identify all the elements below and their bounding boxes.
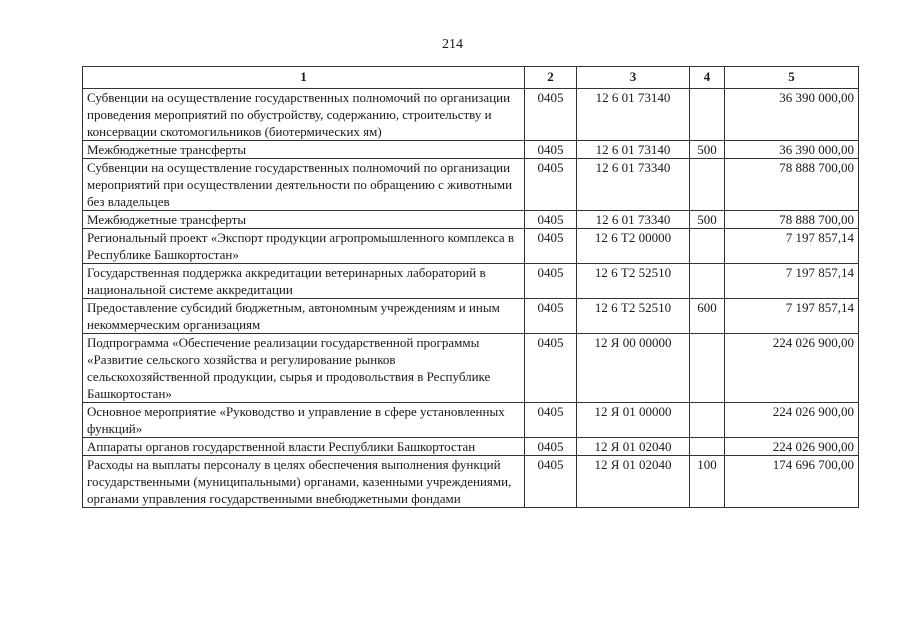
cell-name: Предоставление субсидий бюджетным, автономным учреждениям и иным некоммерческим организациям — [83, 299, 525, 334]
cell-amount: 36 390 000,00 — [725, 141, 859, 159]
cell-name: Субвенции на осуществление государственных полномочий по организации мероприятий при осуществлении деятельности по обращению с животными без владельцев — [83, 159, 525, 211]
header-type: 4 — [690, 67, 725, 89]
cell-target: 12 6 Т2 52510 — [577, 264, 690, 299]
cell-name: Межбюджетные трансферты — [83, 141, 525, 159]
cell-amount: 224 026 900,00 — [725, 438, 859, 456]
page-number: 214 — [442, 37, 463, 52]
cell-type — [690, 264, 725, 299]
cell-target: 12 Я 01 02040 — [577, 438, 690, 456]
cell-name: Аппараты органов государственной власти Республики Башкортостан — [83, 438, 525, 456]
table-row — [83, 299, 859, 334]
cell-type: 100 — [690, 456, 725, 508]
table-header-row — [83, 67, 859, 89]
cell-section: 0405 — [525, 211, 577, 229]
cell-type — [690, 89, 725, 141]
cell-section: 0405 — [525, 403, 577, 438]
cell-target: 12 Я 01 02040 — [577, 456, 690, 508]
cell-name: Субвенции на осуществление государственных полномочий по организации проведения мероприятий по обустройству, содержанию, строительству и консервации скотомогильников (биотермических ям) — [83, 89, 525, 141]
cell-target: 12 6 01 73340 — [577, 211, 690, 229]
cell-type — [690, 159, 725, 211]
cell-target: 12 6 01 73140 — [577, 141, 690, 159]
cell-type: 600 — [690, 299, 725, 334]
header-name: 1 — [83, 67, 525, 89]
cell-target: 12 6 01 73340 — [577, 159, 690, 211]
cell-section: 0405 — [525, 438, 577, 456]
cell-section: 0405 — [525, 89, 577, 141]
cell-name: Межбюджетные трансферты — [83, 211, 525, 229]
cell-section: 0405 — [525, 299, 577, 334]
cell-section: 0405 — [525, 456, 577, 508]
table-row — [83, 334, 859, 403]
cell-name: Государственная поддержка аккредитации ветеринарных лабораторий в национальной системе аккредитации — [83, 264, 525, 299]
header-section: 2 — [525, 67, 577, 89]
table-row — [83, 211, 859, 229]
cell-amount: 7 197 857,14 — [725, 264, 859, 299]
header-amount: 5 — [725, 67, 859, 89]
cell-target: 12 6 01 73140 — [577, 89, 690, 141]
cell-name: Основное мероприятие «Руководство и управление в сфере установленных функций» — [83, 403, 525, 438]
budget-table — [82, 66, 859, 508]
cell-target: 12 6 Т2 00000 — [577, 229, 690, 264]
cell-amount: 78 888 700,00 — [725, 159, 859, 211]
cell-type: 500 — [690, 141, 725, 159]
header-target: 3 — [577, 67, 690, 89]
cell-section: 0405 — [525, 229, 577, 264]
cell-amount: 224 026 900,00 — [725, 403, 859, 438]
cell-section: 0405 — [525, 159, 577, 211]
cell-type — [690, 438, 725, 456]
cell-type — [690, 334, 725, 403]
cell-type — [690, 229, 725, 264]
cell-type — [690, 403, 725, 438]
cell-type: 500 — [690, 211, 725, 229]
table-body — [83, 89, 859, 508]
cell-name: Региональный проект «Экспорт продукции агропромышленного комплекса в Республике Башкортостан» — [83, 229, 525, 264]
cell-name: Подпрограмма «Обеспечение реализации государственной программы «Развитие сельского хозяйства и регулирование рынков сельскохозяйственной продукции, сырья и продовольствия в Республике Башкортостан» — [83, 334, 525, 403]
cell-amount: 224 026 900,00 — [725, 334, 859, 403]
cell-section: 0405 — [525, 264, 577, 299]
cell-section: 0405 — [525, 334, 577, 403]
cell-target: 12 Я 00 00000 — [577, 334, 690, 403]
table-row — [83, 141, 859, 159]
cell-section: 0405 — [525, 141, 577, 159]
table-row — [83, 456, 859, 508]
table-row — [83, 438, 859, 456]
cell-target: 12 Я 01 00000 — [577, 403, 690, 438]
table-row — [83, 159, 859, 211]
cell-name: Расходы на выплаты персоналу в целях обеспечения выполнения функций государственными (муниципальными) органами, казенными учреждениями, органами управления государственными внебюджетными фондами — [83, 456, 525, 508]
cell-amount: 7 197 857,14 — [725, 229, 859, 264]
cell-amount: 78 888 700,00 — [725, 211, 859, 229]
table-row — [83, 403, 859, 438]
table-row — [83, 264, 859, 299]
cell-target: 12 6 Т2 52510 — [577, 299, 690, 334]
table-row — [83, 229, 859, 264]
cell-amount: 36 390 000,00 — [725, 89, 859, 141]
table-row — [83, 89, 859, 141]
cell-amount: 174 696 700,00 — [725, 456, 859, 508]
cell-amount: 7 197 857,14 — [725, 299, 859, 334]
